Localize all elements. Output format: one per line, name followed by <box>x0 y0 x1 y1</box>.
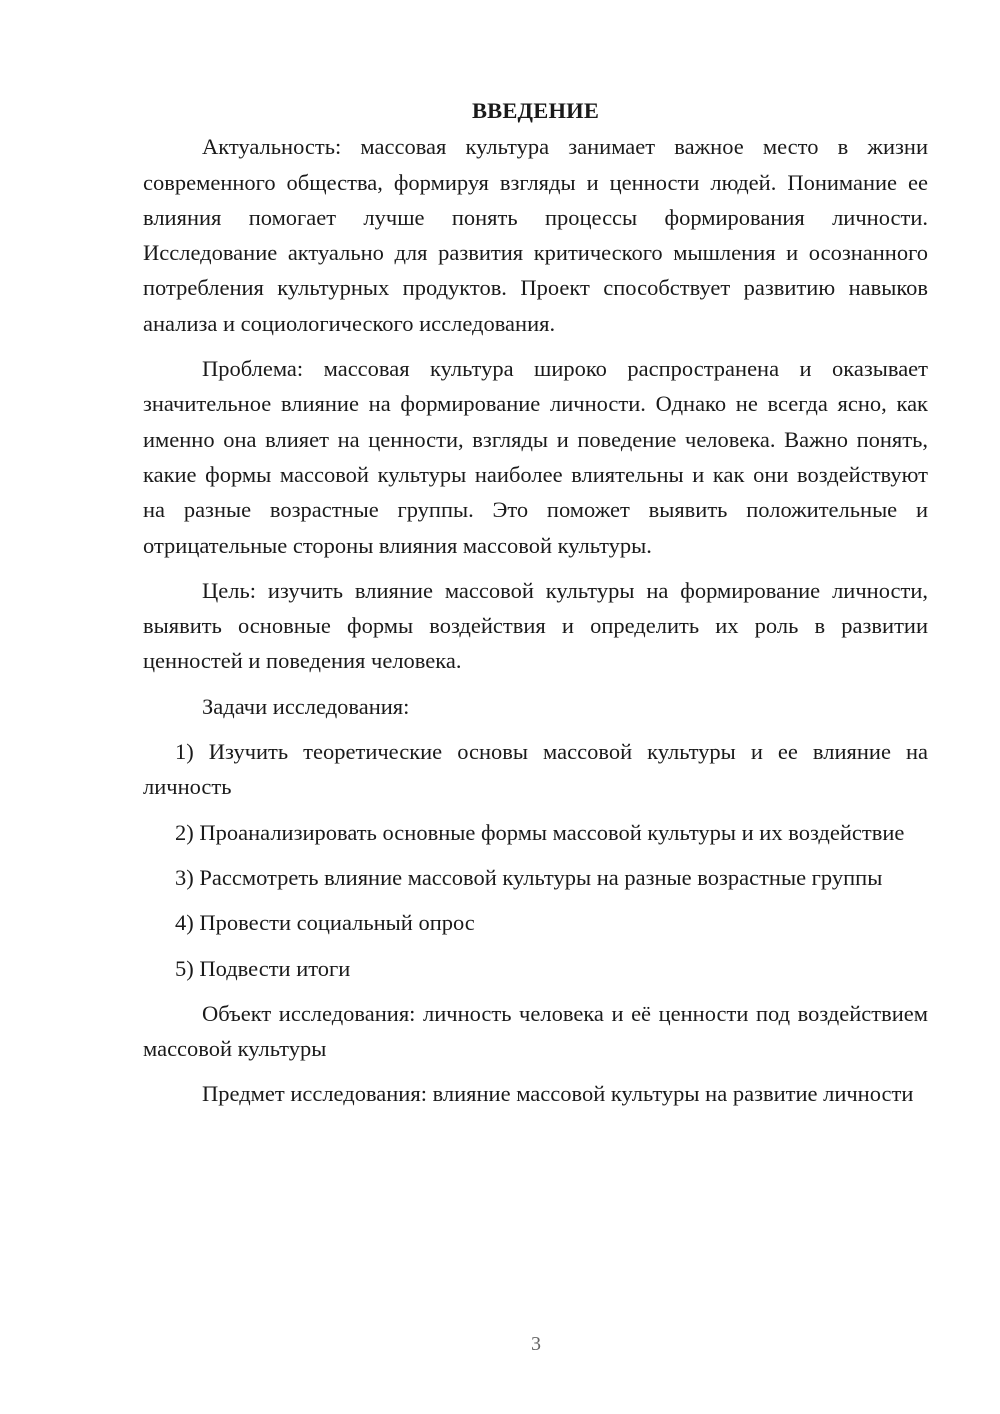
relevance-paragraph: Актуальность: массовая культура занимает важное место в жизни современного общества, формируя взгляды и ценности людей. Понимание ее влияния помогает лучше понять процессы формирования личности. Исследование актуально для развития критического мышления и осознанного потребления культурных продуктов. Проект способствует развитию навыков анализа и социологического исследования. <box>143 134 928 336</box>
research-subject-paragraph: Предмет исследования: влияние массовой культуры на развитие личности <box>202 1081 914 1107</box>
page-number: 3 <box>531 1333 541 1355</box>
task-item: 1) Изучить теоретические основы массовой культуры и ее влияние на личность <box>143 739 928 800</box>
task-item: 4) Провести социальный опрос <box>175 910 475 936</box>
goal-paragraph: Цель: изучить влияние массовой культуры на формирование личности, выявить основные формы воздействия и определить их роль в развитии ценностей и поведения человека. <box>143 577 928 674</box>
task-item: 5) Подвести итоги <box>175 955 351 981</box>
tasks-heading: Задачи исследования: <box>202 693 410 719</box>
task-item: 3) Рассмотреть влияние массовой культуры на разные возрастные группы <box>175 864 883 890</box>
section-title: ВВЕДЕНИЕ <box>471 98 600 123</box>
problem-paragraph: Проблема: массовая культура широко распространена и оказывает значительное влияние на формирование личности. Однако не всегда ясно, как именно она влияет на ценности, взгляды и поведение человека. Важно понять, какие формы массовой культуры наиболее влиятельны и как они воздействуют на разные возрастные группы. Это поможет выявить положительные и отрицательные стороны влияния массовой культуры. <box>143 356 928 558</box>
page-content <box>143 93 928 1122</box>
research-object-paragraph: Объект исследования: личность человека и её ценности под воздействием массовой культуры <box>143 1000 928 1062</box>
task-item: 2) Проанализировать основные формы массовой культуры и их воздействие <box>175 819 905 845</box>
